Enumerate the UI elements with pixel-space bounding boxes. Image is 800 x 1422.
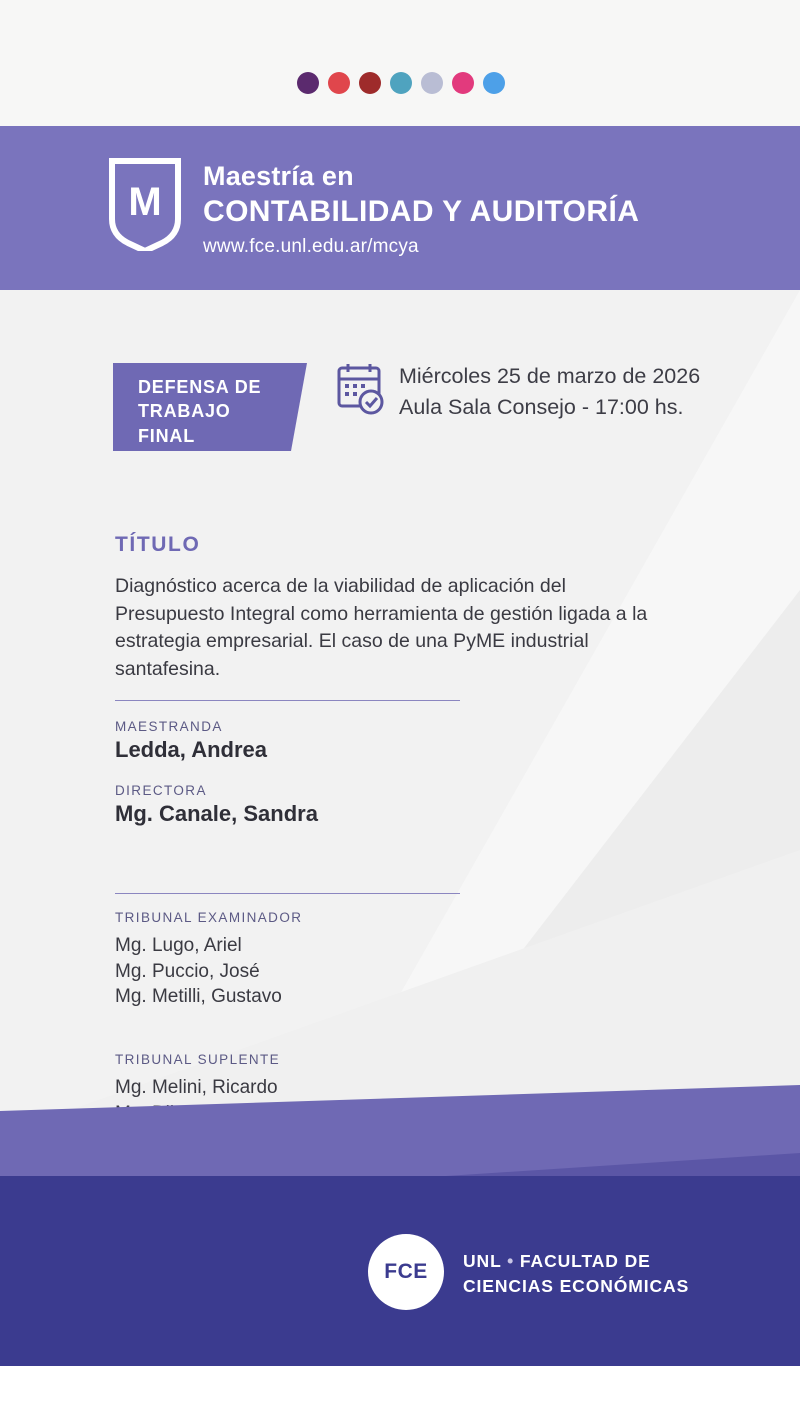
defensa-line1: DEFENSA DE — [138, 377, 262, 397]
titulo-section-label: TÍTULO — [115, 533, 201, 556]
color-dot — [452, 72, 474, 94]
color-dot — [390, 72, 412, 94]
divider-top — [115, 700, 460, 701]
color-dot — [359, 72, 381, 94]
tribunal-label: TRIBUNAL EXAMINADOR — [115, 910, 303, 925]
maestria-logo-icon — [108, 157, 182, 251]
tribunal-list — [115, 933, 282, 1010]
header-url[interactable]: www.fce.unl.edu.ar/mcya — [203, 236, 419, 258]
directora-label: DIRECTORA — [115, 783, 207, 798]
header-line1: Maestría en — [203, 161, 354, 191]
defensa-banner — [113, 363, 291, 451]
footer-facultad: FACULTAD DE — [519, 1251, 651, 1271]
list-item: Mg. Puccio, José — [115, 960, 260, 982]
list-item: Mg. Lugo, Ariel — [115, 935, 242, 956]
footer-org-text — [463, 1249, 689, 1299]
thesis-title: Diagnóstico acerca de la viabilidad de aplicación del Presupuesto Integral como herramienta de gestión ligada a la estrategia empresarial. El caso de una PyME industrial santafesina. — [115, 575, 648, 681]
defensa-banner-tail — [291, 363, 307, 451]
defensa-line2: TRABAJO — [138, 401, 231, 422]
footer-white-strip — [0, 1366, 800, 1422]
color-dot — [297, 72, 319, 94]
divider-bottom — [115, 893, 460, 894]
defensa-line3: FINAL — [138, 425, 195, 446]
header-band — [0, 126, 800, 290]
event-date: Miércoles 25 de marzo de 2026 — [399, 364, 701, 388]
maestranda-name: Ledda, Andrea — [115, 737, 267, 762]
footer-org-line2: CIENCIAS ECONÓMICAS — [463, 1275, 690, 1296]
footer-org-line1 — [463, 1249, 689, 1274]
svg-text:M: M — [128, 180, 162, 224]
header-line2: CONTABILIDAD Y AUDITORÍA — [203, 194, 640, 228]
list-item: Mg. Melini, Ricardo — [115, 1077, 278, 1098]
color-dots — [297, 72, 505, 94]
fce-badge: FCE — [368, 1234, 444, 1310]
color-dot — [483, 72, 505, 94]
header-text-group — [203, 162, 639, 258]
maestranda-label: MAESTRANDA — [115, 719, 223, 734]
tribunal-suplente-label: TRIBUNAL SUPLENTE — [115, 1052, 281, 1067]
calendar-icon — [337, 362, 387, 418]
footer-unl: UNL — [463, 1251, 502, 1271]
color-dot — [328, 72, 350, 94]
top-band — [0, 0, 800, 126]
list-item: Mg. Metilli, Gustavo — [115, 986, 282, 1008]
directora-name: Mg. Canale, Sandra — [115, 801, 318, 826]
color-dot — [421, 72, 443, 94]
event-details — [399, 361, 700, 423]
footer-separator: • — [501, 1251, 520, 1271]
event-place-time: Aula Sala Consejo - 17:00 hs. — [399, 395, 684, 420]
